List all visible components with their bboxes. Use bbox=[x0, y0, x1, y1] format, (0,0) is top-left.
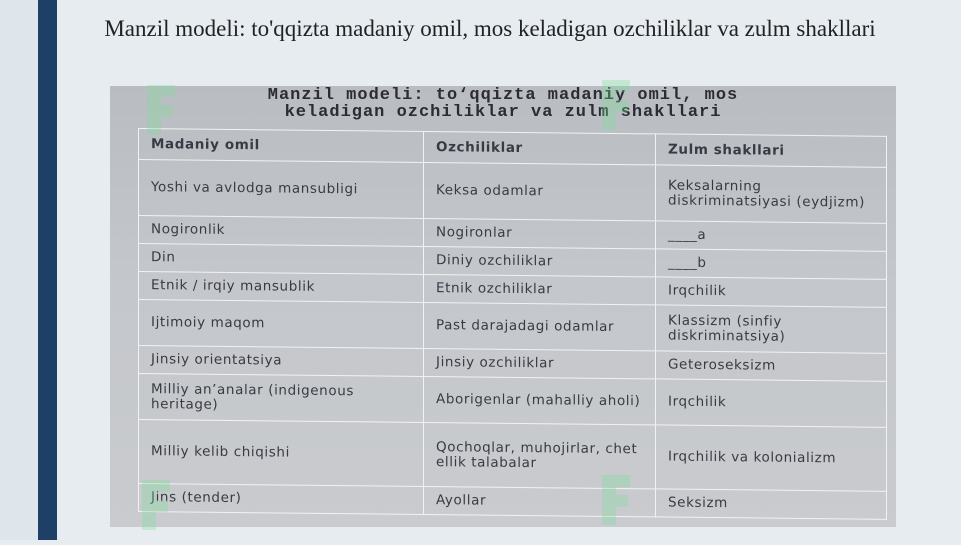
table-cell: Keksalarning diskriminatsiyasi (eydjizm) bbox=[656, 165, 887, 223]
table-cell: Ayollar bbox=[424, 486, 656, 516]
table-cell: Jinsiy ozchiliklar bbox=[424, 348, 656, 378]
table-cell: Qochoqlar, muhojirlar, chet ellik talabalar bbox=[424, 422, 656, 488]
table-cell: Jinsiy orientatsiya bbox=[139, 346, 424, 377]
photo-heading-line-2: keladigan ozchiliklar va zulm shakllari bbox=[284, 103, 722, 122]
left-margin-strip bbox=[0, 0, 38, 540]
left-accent-bar bbox=[38, 0, 57, 540]
photo-heading-line-1: Manzil modeli: to‘qqizta madaniy omil, mos bbox=[267, 86, 739, 105]
watermark-logo-icon bbox=[135, 75, 205, 145]
table-cell: Nogironlar bbox=[424, 218, 656, 248]
table-cell: Keksa odamlar bbox=[424, 162, 656, 220]
table-cell: Yoshi va avlodga mansubligi bbox=[139, 160, 424, 219]
header-oppression-forms: Zulm shakllari bbox=[656, 134, 887, 167]
table-cell: Din bbox=[139, 244, 424, 275]
table-row bbox=[139, 160, 887, 224]
watermark-logo-icon bbox=[130, 470, 200, 540]
table-row bbox=[139, 300, 887, 354]
table-cell: Geteroseksizm bbox=[656, 351, 887, 381]
watermark-logo-icon bbox=[590, 70, 660, 140]
table-cell: Past darajadagi odamlar bbox=[424, 302, 656, 350]
table-cell: Irqchilik bbox=[656, 277, 887, 307]
table-cell: Milliy kelib chiqishi bbox=[139, 420, 424, 487]
table-cell: Irqchilik va kolonializm bbox=[656, 425, 887, 491]
table-cell: Irqchilik bbox=[656, 379, 887, 427]
photo-heading bbox=[110, 86, 896, 121]
table-row bbox=[139, 420, 887, 492]
watermark-logo-icon bbox=[590, 465, 660, 535]
table-row bbox=[139, 374, 887, 428]
culture-factors-table bbox=[138, 128, 887, 520]
table-cell: Nogironlik bbox=[139, 216, 424, 247]
header-minorities: Ozchiliklar bbox=[424, 131, 656, 164]
table-cell: Etnik / irqiy mansublik bbox=[139, 272, 424, 303]
header-cultural-factor: Madaniy omil bbox=[139, 129, 424, 163]
table-cell: Seksizm bbox=[656, 489, 887, 519]
table-cell: ____b bbox=[656, 249, 887, 279]
table-cell: Jins (tender) bbox=[139, 484, 424, 515]
table-cell: Milliy an’analar (indigenous heritage) bbox=[139, 374, 424, 423]
table-cell: Aborigenlar (mahalliy aholi) bbox=[424, 376, 656, 424]
slide-title: Manzil modeli: to'qqizta madaniy omil, mos keladigan ozchiliklar va zulm shakllari bbox=[104, 16, 876, 41]
table-cell: Klassizm (sinfiy diskriminatsiya) bbox=[656, 305, 887, 353]
table-cell: Diniy ozchiliklar bbox=[424, 246, 656, 276]
table-cell: Etnik ozchiliklar bbox=[424, 274, 656, 304]
table-cell: Ijtimoiy maqom bbox=[139, 300, 424, 349]
document-photo bbox=[110, 86, 896, 527]
table-cell: ____a bbox=[656, 221, 887, 251]
